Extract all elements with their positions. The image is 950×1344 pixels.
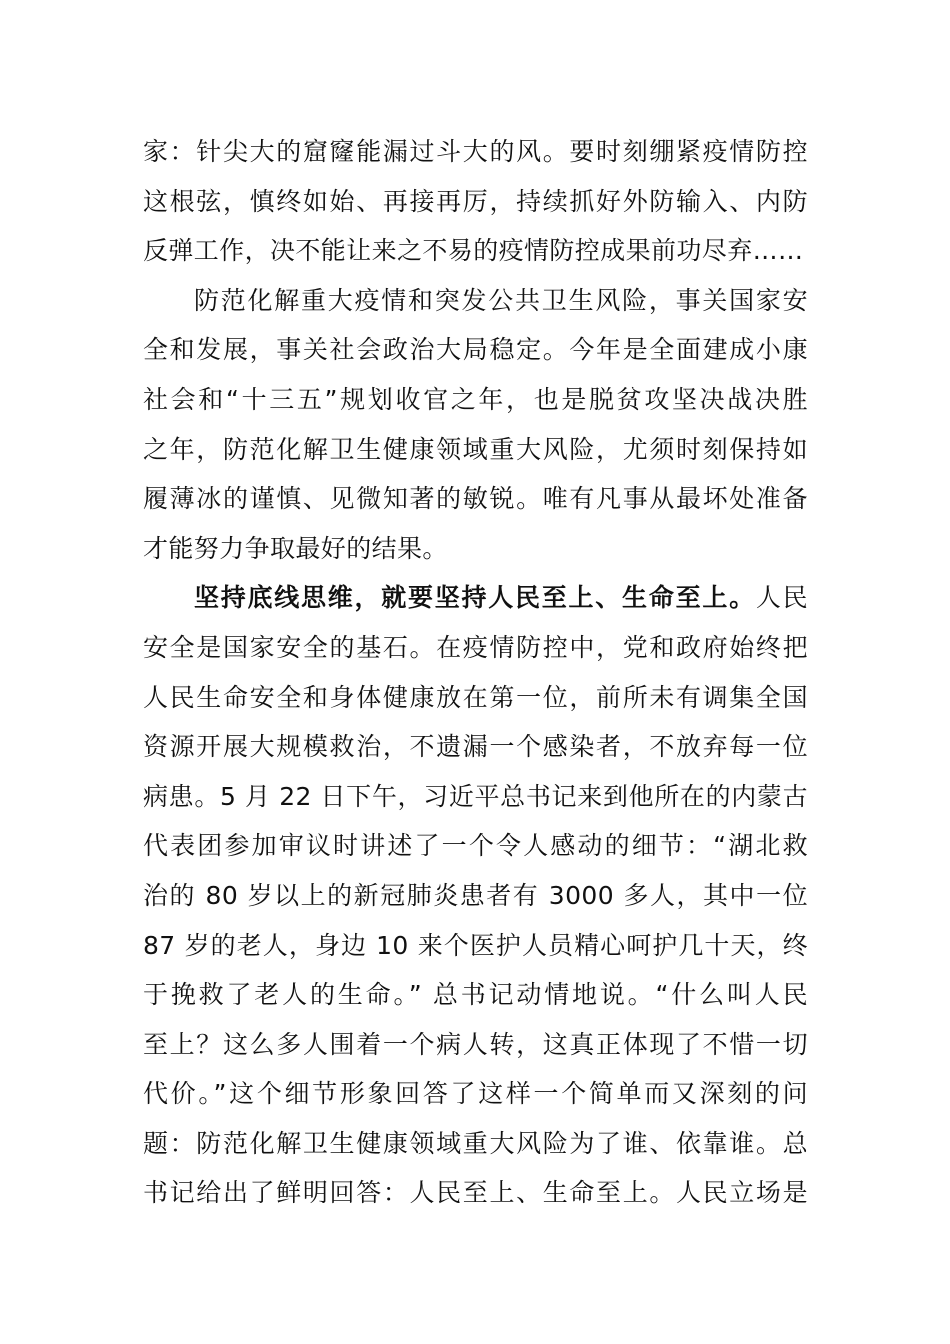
text-line: 病患。5 月 22 日下午，习近平总书记来到他所在的内蒙古 [143, 781, 808, 811]
text-line: 社会和“十三五”规划收官之年，也是脱贫攻坚决战决胜 [143, 384, 808, 414]
text-line: 防范化解重大疫情和突发公共卫生风险，事关国家安 [194, 285, 808, 315]
text-line: 安全是国家安全的基石。在疫情防控中，党和政府始终把 [143, 632, 808, 662]
text-line: 家：针尖大的窟窿能漏过斗大的风。要时刻绷紧疫情防控 [143, 137, 808, 166]
text-line [143, 573, 808, 623]
text-line: 这根弦，慎终如始、再接再厉，持续抓好外防输入、内防 [143, 186, 808, 216]
text-line: 代价。”这个细节形象回答了这样一个简单而又深刻的问 [143, 1079, 808, 1109]
text-line: 于挽救了老人的生命。” 总书记动情地说。“什么叫人民 [143, 980, 808, 1010]
document-body [143, 127, 808, 1218]
paragraph-1 [143, 127, 808, 276]
paragraph-2 [143, 276, 808, 574]
text-line: 题：防范化解卫生健康领域重大风险为了谁、依靠谁。总 [143, 1128, 808, 1158]
paragraph-3 [143, 573, 808, 1218]
bold-lead-sentence: 坚持底线思维，就要坚持人民至上、生命至上。 [194, 583, 756, 613]
text-line: 资源开展大规模救治，不遗漏一个感染者，不放弃每一位 [143, 732, 808, 762]
text-line: 书记给出了鲜明回答：人民至上、生命至上。人民立场是 [143, 1178, 808, 1208]
text-line: 之年，防范化解卫生健康领域重大风险，尤须时刻保持如 [143, 434, 808, 464]
text-line: 87 岁的老人，身边 10 来个医护人员精心呵护几十天，终 [143, 930, 808, 960]
text-line: 履薄冰的谨慎、见微知著的敏锐。唯有凡事从最坏处准备 [143, 484, 808, 514]
text-line: 反弹工作，决不能让来之不易的疫情防控成果前功尽弃…… [143, 236, 804, 266]
text-line: 至上？这么多人围着一个病人转，这真正体现了不惜一切 [143, 1029, 808, 1059]
text-line: 全和发展，事关社会政治大局稳定。今年是全面建成小康 [143, 335, 808, 365]
lead-line-rest: 人民 [755, 583, 808, 613]
text-line: 治的 80 岁以上的新冠肺炎患者有 3000 多人，其中一位 [143, 880, 808, 910]
text-line: 代表团参加审议时讲述了一个令人感动的细节：“湖北救 [143, 831, 808, 861]
text-line: 才能努力争取最好的结果。 [143, 533, 448, 563]
text-line: 人民生命安全和身体健康放在第一位，前所未有调集全国 [143, 682, 808, 712]
